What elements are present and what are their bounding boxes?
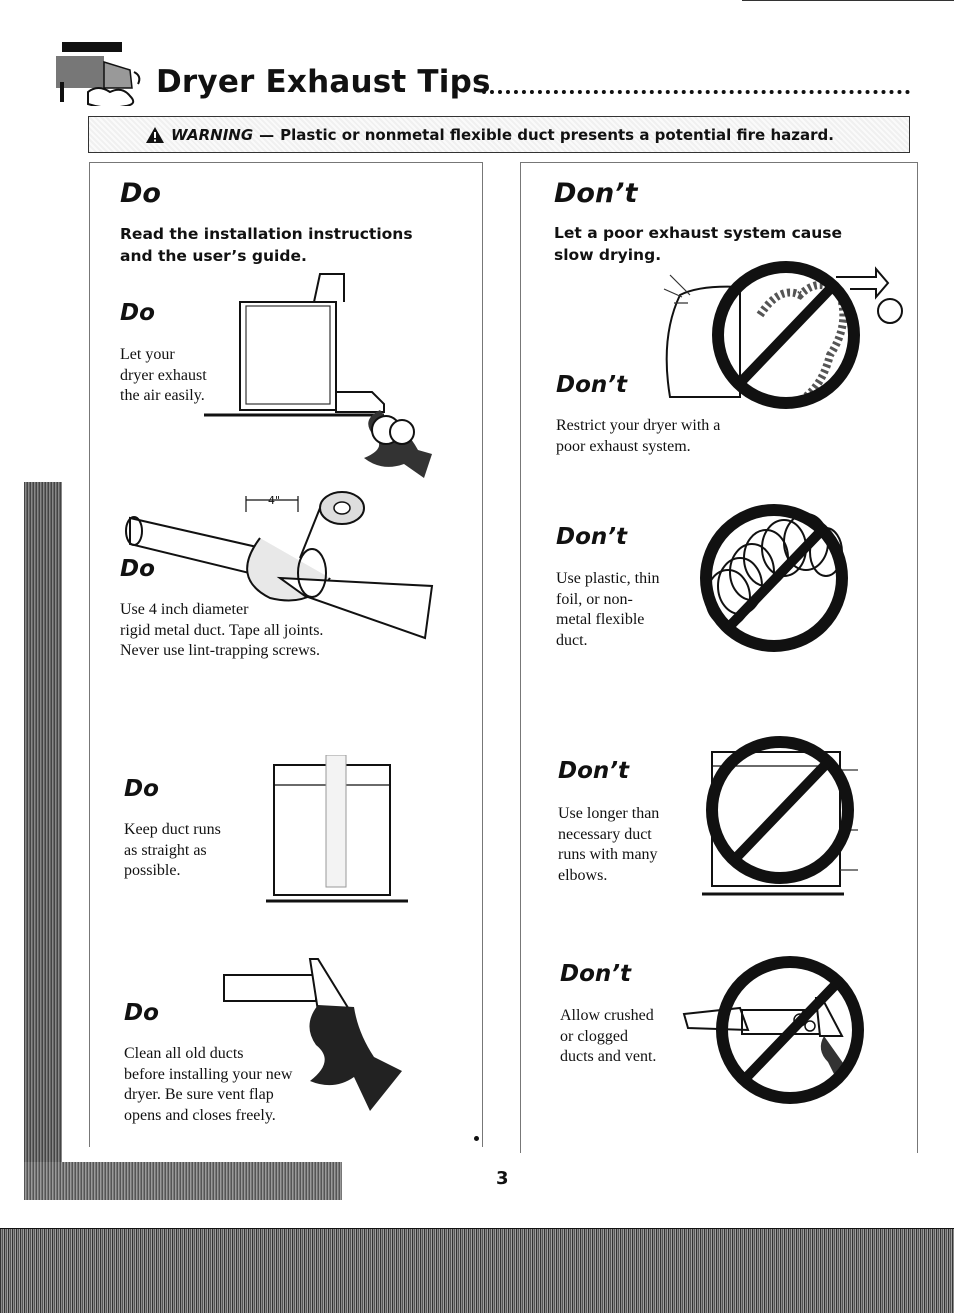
- left-margin-band: [24, 482, 62, 1200]
- clean-vent-flap-illustration: [222, 955, 422, 1125]
- left-foot-band: [24, 1162, 342, 1200]
- flexible-duct-prohibited-illustration: [694, 502, 854, 656]
- duct-diameter-label: 4": [268, 494, 281, 507]
- dont-column-heading: Don’t: [554, 178, 638, 209]
- title-leader-dots: [482, 90, 910, 94]
- page-title: Dryer Exhaust Tips: [156, 64, 491, 100]
- do-column-lead: Read the installation instructions and the user’s guide.: [120, 225, 413, 265]
- dont-tip-1-heading: Don’t: [556, 372, 627, 398]
- long-duct-runs-prohibited-illustration: [700, 730, 870, 900]
- dont-column-lead: Let a poor exhaust system cause slow drying.: [554, 224, 842, 264]
- do-column-heading: Do: [120, 178, 161, 209]
- poor-exhaust-prohibited-illustration: [650, 255, 910, 415]
- warning-dash: —: [259, 125, 275, 144]
- do-tip-3-text: Keep duct runs as straight as possible.: [124, 821, 221, 879]
- dryer-exhaust-illustration: [204, 270, 454, 490]
- clogged-duct-prohibited-illustration: [680, 948, 870, 1108]
- warning-text: Plastic or nonmetal flexible duct presents a potential fire hazard.: [280, 125, 834, 144]
- warning-triangle-icon: [145, 126, 165, 144]
- do-tip-1-text: Let your dryer exhaust the air easily.: [120, 346, 207, 404]
- dont-tip-2-text: Use plastic, thin foil, or non- metal flexible duct.: [556, 570, 660, 649]
- do-tip-2-heading: Do: [120, 556, 155, 582]
- warning-banner: [88, 116, 910, 153]
- dont-tip-3-text: Use longer than necessary duct runs with many elbows.: [558, 805, 660, 884]
- dont-tip-3-heading: Don’t: [558, 758, 629, 784]
- dryer-vent-icon: [52, 42, 152, 106]
- straight-duct-illustration: [262, 755, 412, 905]
- do-tip-4-text: Clean all old ducts before installing your new dryer. Be sure vent flap opens and closes freely.: [124, 1045, 293, 1124]
- dont-tip-4-text: Allow crushed or clogged ducts and vent.: [560, 1007, 657, 1065]
- warning-label: WARNING: [171, 125, 254, 144]
- dont-tip-2-heading: Don’t: [556, 524, 627, 550]
- do-tip-1-heading: Do: [120, 300, 155, 326]
- do-tip-4-heading: Do: [124, 1000, 159, 1026]
- bullet-dot: [474, 1136, 479, 1141]
- top-rule: [742, 0, 954, 1]
- bottom-scan-band: [0, 1229, 954, 1313]
- dont-tip-1-text: Restrict your dryer with a poor exhaust system.: [556, 417, 721, 455]
- do-tip-2-text: Use 4 inch diameter rigid metal duct. Tape all joints. Never use lint-trapping screws.: [120, 601, 324, 659]
- page-number: 3: [496, 1168, 509, 1189]
- dont-tip-4-heading: Don’t: [560, 961, 631, 987]
- do-tip-3-heading: Do: [124, 776, 159, 802]
